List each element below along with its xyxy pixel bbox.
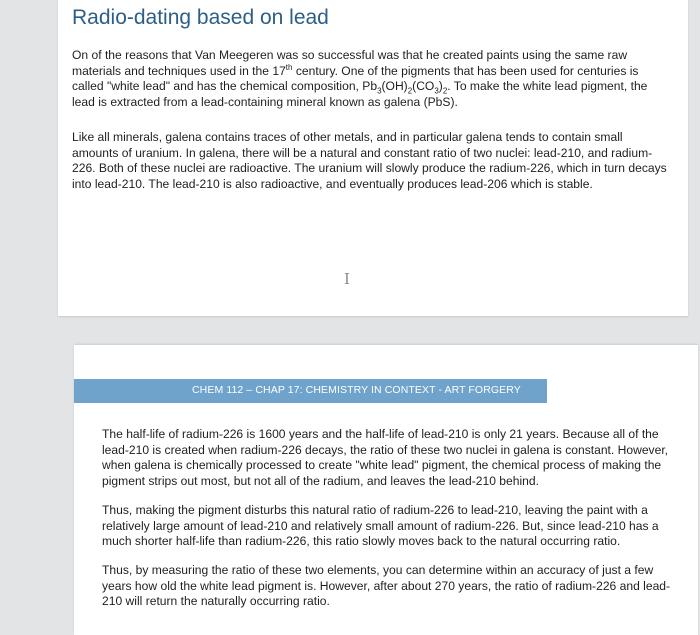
paragraph-ratio-disturbed: Thus, making the pigment disturbs this natural ratio of radium-226 to lead-210, leaving the paint with a relatively large amount of lead-210 and relatively small amount of radium-226. But, since lead-210 has a much shorter half-life than radium-226, this ratio slowly moves back to the natural occurring ratio. bbox=[102, 503, 659, 549]
subscript: 3 bbox=[434, 86, 439, 96]
paragraph-galena: Like all minerals, galena contains traces of other metals, and in particular galena tends to contain small amounts of uranium. In galena, there will be a natural and constant ratio of two nuclei: lead-210, and radium-226. Both of these nuclei are radioactive. The uranium will slowly produce the radium-226, which in turn decays into lead-210. The lead-210 is also radioactive, and eventually produces lead-206 which is stable. bbox=[72, 130, 667, 191]
subscript: 3 bbox=[377, 86, 382, 96]
paragraph-text: . To make the white lead pigment, the lead is extracted from a lead-containing mineral known as galena (PbS). bbox=[72, 79, 648, 109]
subscript: 2 bbox=[407, 86, 413, 96]
paragraph-measuring-ratio: Thus, by measuring the ratio of these two elements, you can determine within an accuracy of just a few years how old the white lead pigment is. However, after about 270 years, the ratio of radium-226 and lead-210 will return the naturally occurring ratio. bbox=[102, 563, 671, 609]
formula-text: ) bbox=[438, 79, 443, 94]
paragraph-half-life: The half-life of radium-226 is 1600 years and the half-life of lead-210 is only 21 years. Because all of the lead-210 is created when radium-226 decays, the ratio of these two nuclei in galena is constant. However, when galena is chemically processed to create "white lead" pigment, the chemical process of making the pigment strips out most, but not all of the radium, and leaves the lead-210 behind. bbox=[102, 427, 669, 488]
paragraph-text: On of the reasons that Van Meegeren was so successful was that he created paints using the same raw materials and techniques used in the 17 bbox=[72, 48, 628, 78]
page-header-band bbox=[74, 379, 547, 403]
document-page-bottom bbox=[74, 345, 698, 635]
section-heading: Radio-dating based on lead bbox=[72, 6, 329, 29]
page-header-text: CHEM 112 – CHAP 17: CHEMISTRY IN CONTEXT - ART FORGERY bbox=[192, 384, 521, 396]
paragraph-van-meegeren bbox=[72, 48, 672, 110]
paragraph-text: century. One of the pigments that has been used for centuries is called "white lead" and has the chemical composition, Pb bbox=[72, 63, 639, 94]
formula-text: (CO bbox=[412, 79, 435, 94]
document-page-top bbox=[58, 0, 688, 316]
text-cursor-icon: I bbox=[344, 270, 350, 288]
formula-text: (OH) bbox=[381, 79, 408, 94]
superscript: th bbox=[285, 62, 293, 72]
subscript: 2 bbox=[442, 86, 448, 96]
